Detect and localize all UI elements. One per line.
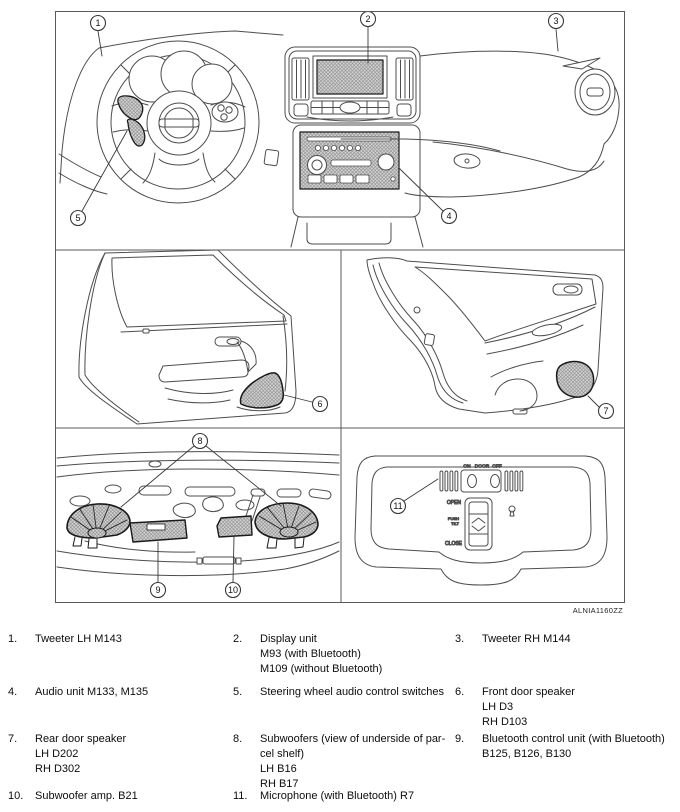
legend-item-number: 9. [455, 733, 465, 745]
legend-item-7 [8, 732, 126, 777]
svg-text:CLOSE: CLOSE [445, 541, 462, 547]
legend-item-line: Subwoofer amp. B21 [35, 790, 138, 802]
legend-item-line: LH B16 [260, 763, 297, 775]
sunroof-switch [465, 498, 492, 550]
svg-text:5: 5 [75, 213, 81, 224]
legend-item-line: LH D202 [35, 748, 79, 760]
legend-item-4 [8, 685, 148, 700]
svg-text:2: 2 [365, 14, 371, 25]
legend-item-line: RH D302 [35, 763, 81, 775]
display-unit-screen-hatch [317, 60, 383, 94]
legend-item-6 [455, 685, 575, 730]
svg-text:11: 11 [393, 501, 403, 512]
legend-item-line: Rear door speaker [35, 733, 127, 745]
legend-item-9 [455, 732, 665, 762]
callout-5 [71, 131, 128, 226]
subwoofer-right-hatch [255, 503, 318, 548]
svg-text:1: 1 [95, 18, 101, 29]
legend-item-line: Microphone (with Bluetooth) R7 [260, 790, 415, 802]
svg-text:9: 9 [155, 585, 161, 596]
svg-text:3: 3 [553, 16, 559, 27]
bluetooth-control-unit-hatch [130, 520, 187, 542]
legend-item-number: 11. [233, 790, 248, 802]
center-stack [285, 47, 423, 247]
callout-3 [549, 14, 564, 52]
callout-9 [151, 542, 166, 598]
legend-item-line: RH B17 [260, 778, 299, 790]
legend-item-line: cel shelf) [260, 748, 305, 760]
dash-air-vent [575, 69, 615, 115]
legend-item-11 [233, 789, 414, 804]
legend-item-line: M109 (without Bluetooth) [260, 663, 383, 675]
svg-text:ON: ON [463, 464, 471, 470]
legend-item-5 [233, 685, 444, 700]
legend-item-number: 7. [8, 733, 18, 745]
svg-text:4: 4 [446, 211, 452, 222]
legend-item-3 [455, 632, 571, 647]
legend-item-line: RH D103 [482, 716, 528, 728]
panel-overhead-console [355, 456, 607, 585]
legend-item-line: M93 (with Bluetooth) [260, 648, 361, 660]
steering-wheel [97, 41, 279, 203]
legend-item-number: 6. [455, 686, 465, 698]
callout-7 [588, 396, 614, 419]
legend-item-10 [8, 789, 138, 804]
svg-text:OFF: OFF [492, 464, 502, 470]
legend-item-line: LH D3 [482, 701, 514, 713]
figure-code: ALNIA1160ZZ [572, 606, 623, 615]
panel-rear-door [367, 258, 614, 419]
subwoofer-amp-hatch [217, 516, 252, 537]
legend-item-line: Front door speaker [482, 686, 575, 698]
svg-text:8: 8 [197, 436, 203, 447]
legend-item-number: 5. [233, 686, 243, 698]
component-location-figure [55, 11, 625, 603]
svg-text:DOOR: DOOR [474, 464, 490, 470]
panel-dashboard [59, 12, 619, 248]
svg-text:TILT: TILT [451, 521, 459, 526]
legend-item-2 [233, 632, 382, 677]
svg-text:PUSH: PUSH [447, 516, 459, 521]
legend-item-8 [233, 732, 445, 792]
svg-text:6: 6 [317, 399, 323, 410]
legend-item-line: Subwoofers (view of underside of par- [260, 733, 446, 745]
callout-1 [91, 16, 106, 57]
svg-text:10: 10 [227, 585, 239, 596]
panel-front-door [79, 250, 328, 424]
legend-item-line: Tweeter LH M143 [35, 633, 122, 645]
legend-item-number: 10. [8, 790, 24, 802]
legend-item-number: 2. [233, 633, 243, 645]
subwoofer-left-hatch [67, 504, 130, 548]
rear-door-speaker-hatch [557, 362, 594, 398]
legend-item-line: Audio unit M133, M135 [35, 686, 149, 698]
legend-item-number: 1. [8, 633, 18, 645]
svg-text:OPEN: OPEN [446, 500, 461, 506]
panel-parcel-shelf [57, 434, 339, 598]
legend-item-line: Bluetooth control unit (with Bluetooth) [482, 733, 665, 745]
legend-item-number: 3. [455, 633, 465, 645]
callout-10 [226, 537, 241, 598]
figure-svg [55, 11, 625, 603]
legend-item-number: 4. [8, 686, 18, 698]
audio-unit-hatch [300, 132, 399, 189]
legend-item-1 [8, 632, 122, 647]
legend-item-line: Tweeter RH M144 [482, 633, 571, 645]
legend-item-line: Display unit [260, 633, 317, 645]
legend-item-line: Steering wheel audio control switches [260, 686, 445, 698]
svg-text:7: 7 [603, 406, 609, 417]
legend-item-line: B125, B126, B130 [482, 748, 572, 760]
legend-item-number: 8. [233, 733, 243, 745]
